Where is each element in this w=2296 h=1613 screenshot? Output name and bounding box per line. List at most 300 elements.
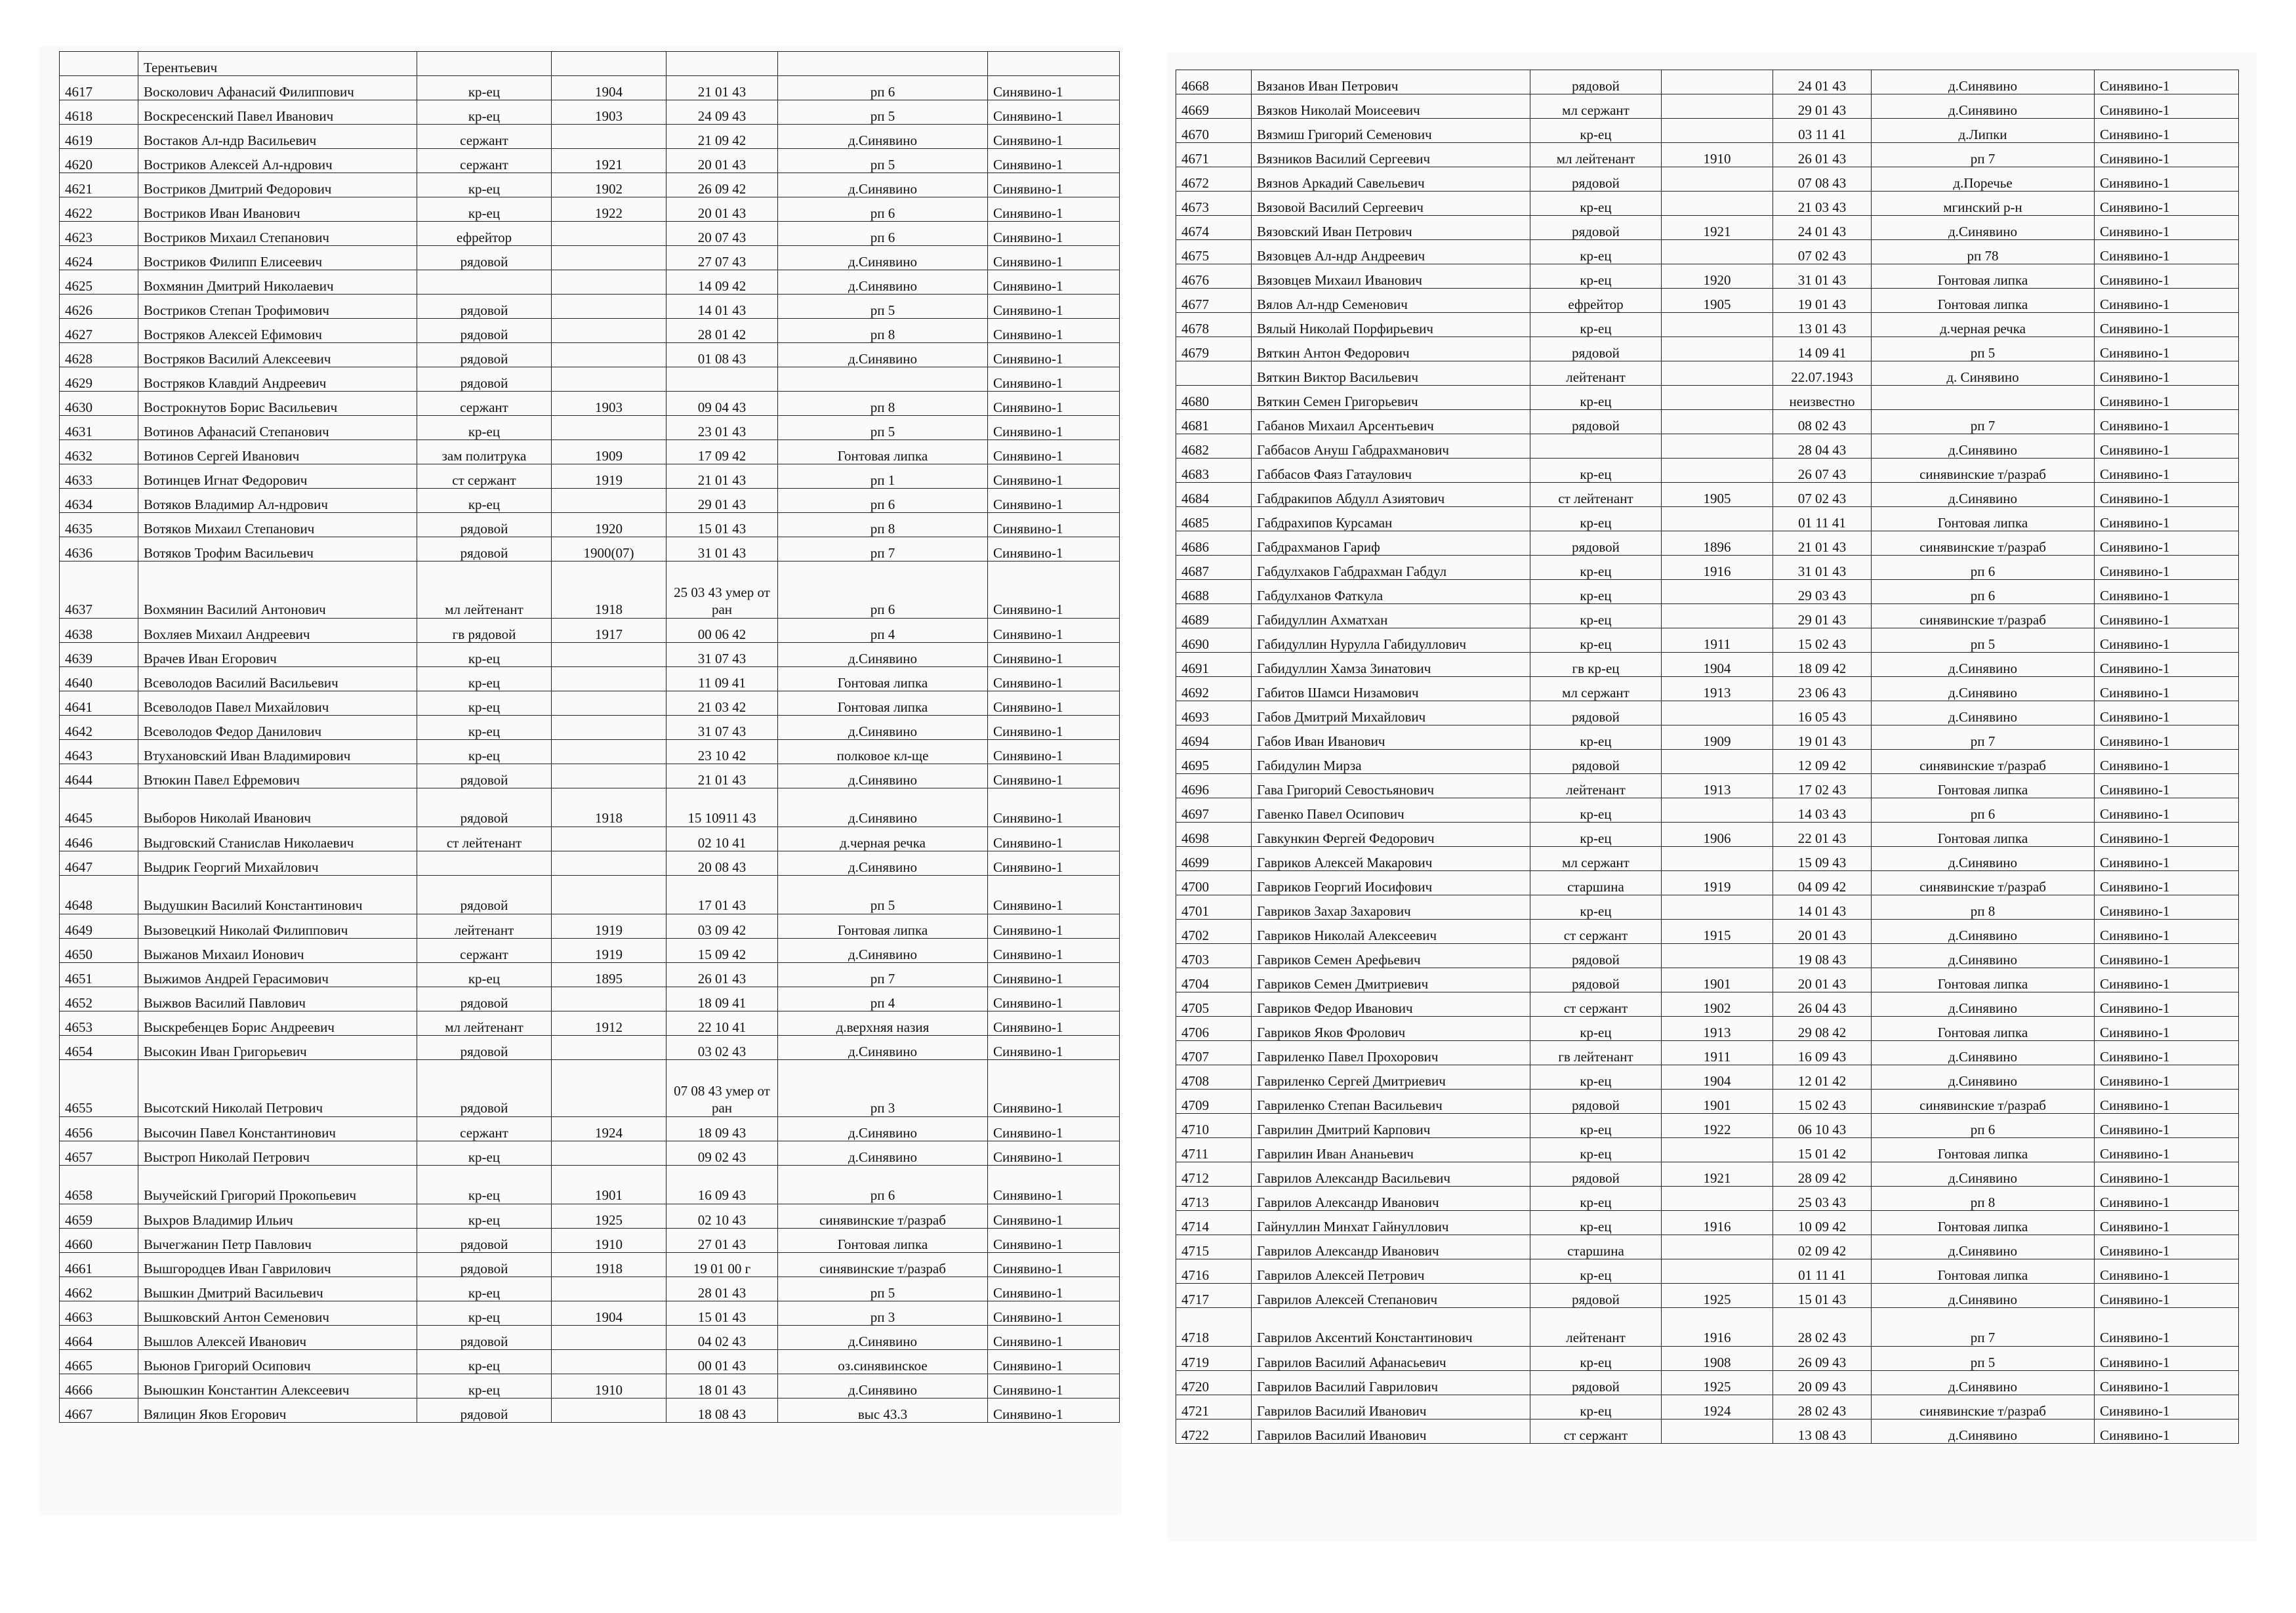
death-date-cell: неизвестно [1773, 386, 1872, 410]
table-row [1176, 847, 2239, 871]
birth-year-cell: 1918 [552, 561, 666, 619]
birth-year-cell: 1919 [552, 939, 666, 963]
table-row [60, 1326, 1120, 1350]
burial-place-cell: синявинские т/разраб [1872, 871, 2095, 895]
number-cell: 4651 [60, 963, 138, 987]
cemetery-cell: Синявино-1 [988, 788, 1120, 827]
number-cell: 4662 [60, 1277, 138, 1301]
table-row [1176, 823, 2239, 847]
name-cell: Вотинцев Игнат Федорович [138, 464, 417, 489]
table-row [60, 392, 1120, 416]
burial-place-cell: Гонтовая липка [1872, 823, 2095, 847]
death-date-cell: 15 09 43 [1773, 847, 1872, 871]
table-row [60, 561, 1120, 619]
cemetery-cell: Синявино-1 [2095, 1259, 2239, 1284]
birth-year-cell [552, 222, 666, 246]
birth-year-cell: 1909 [552, 440, 666, 464]
table-row [60, 939, 1120, 963]
number-cell: 4634 [60, 489, 138, 513]
number-cell: 4657 [60, 1141, 138, 1166]
name-cell: Гавриков Захар Захарович [1252, 895, 1530, 920]
birth-year-cell: 1922 [1662, 1114, 1773, 1138]
rank-cell: старшина [1530, 1235, 1662, 1259]
cemetery-cell: Синявино-1 [988, 246, 1120, 270]
number-cell: 4698 [1176, 823, 1252, 847]
birth-year-cell: 1925 [1662, 1284, 1773, 1308]
number-cell: 4620 [60, 149, 138, 173]
rank-cell: рядовой [1530, 70, 1662, 94]
table-row [1176, 1235, 2239, 1259]
birth-year-cell [552, 851, 666, 876]
death-date-cell: 01 08 43 [666, 343, 778, 367]
death-date-cell [666, 367, 778, 392]
death-date-cell: 00 06 42 [666, 619, 778, 643]
death-date-cell: 15 10911 43 [666, 788, 778, 827]
burial-place-cell: рп 6 [1872, 580, 2095, 604]
burial-place-cell: д.Синявино [778, 270, 988, 295]
death-date-cell: 31 07 43 [666, 643, 778, 667]
table-row [60, 1374, 1120, 1399]
rank-cell: лейтенант [1530, 361, 1662, 386]
table-row [60, 464, 1120, 489]
table-row [60, 319, 1120, 343]
rank-cell: кр-ец [417, 716, 552, 740]
cemetery-cell: Синявино-1 [988, 222, 1120, 246]
name-cell: Гаврилин Иван Ананьевич [1252, 1138, 1530, 1162]
cemetery-cell: Синявино-1 [2095, 1187, 2239, 1211]
rank-cell: кр-ец [417, 100, 552, 125]
number-cell: 4619 [60, 125, 138, 149]
number-cell: 4697 [1176, 798, 1252, 823]
rank-cell: рядовой [417, 1229, 552, 1253]
number-cell: 4645 [60, 788, 138, 827]
birth-year-cell: 1924 [552, 1117, 666, 1141]
name-cell: Востряков Клавдий Андреевич [138, 367, 417, 392]
name-cell: Габидуллин Нурулла Габидуллович [1252, 628, 1530, 653]
table-row [1176, 1017, 2239, 1041]
rank-cell: кр-ец [1530, 192, 1662, 216]
birth-year-cell: 1918 [552, 1253, 666, 1277]
birth-year-cell [1662, 410, 1773, 434]
birth-year-cell: 1904 [552, 1301, 666, 1326]
name-cell: Гаврилов Аксентий Константинович [1252, 1308, 1530, 1347]
table-row [1176, 119, 2239, 143]
table-row [1176, 1284, 2239, 1308]
table-row [1176, 94, 2239, 119]
table-row [60, 1036, 1120, 1060]
birth-year-cell: 1921 [1662, 216, 1773, 240]
rank-cell: кр-ец [1530, 725, 1662, 750]
name-cell: Вышгородцев Иван Гаврилович [138, 1253, 417, 1277]
table-row [1176, 240, 2239, 264]
name-cell: Гавриков Федор Иванович [1252, 992, 1530, 1017]
cemetery-cell: Синявино-1 [2095, 847, 2239, 871]
table-row [60, 691, 1120, 716]
rank-cell: кр-ец [1530, 1065, 1662, 1090]
death-date-cell: 26 01 43 [1773, 143, 1872, 167]
cemetery-cell: Синявино-1 [2095, 507, 2239, 531]
burial-place-cell: д.Синявино [1872, 701, 2095, 725]
rank-cell: кр-ец [1530, 313, 1662, 337]
number-cell: 4655 [60, 1060, 138, 1117]
cemetery-cell: Синявино-1 [2095, 556, 2239, 580]
cemetery-cell: Синявино-1 [988, 987, 1120, 1011]
burial-place-cell: д.Синявино [1872, 920, 2095, 944]
burial-place-cell: д. Синявино [1872, 361, 2095, 386]
death-date-cell: 28 02 43 [1773, 1308, 1872, 1347]
number-cell: 4617 [60, 76, 138, 100]
death-date-cell: 21 03 43 [1773, 192, 1872, 216]
cemetery-cell: Синявино-1 [2095, 483, 2239, 507]
cemetery-cell: Синявино-1 [2095, 70, 2239, 94]
cemetery-cell: Синявино-1 [2095, 701, 2239, 725]
cemetery-cell: Синявино-1 [988, 1204, 1120, 1229]
name-cell: Востриков Алексей Ал-ндрович [138, 149, 417, 173]
rank-cell: кр-ец [1530, 1395, 1662, 1419]
birth-year-cell [552, 1036, 666, 1060]
cemetery-cell: Синявино-1 [988, 1117, 1120, 1141]
birth-year-cell [1662, 386, 1773, 410]
death-date-cell: 21 01 43 [1773, 531, 1872, 556]
rank-cell: кр-ец [1530, 1259, 1662, 1284]
number-cell: 4707 [1176, 1041, 1252, 1065]
death-date-cell: 21 01 43 [666, 764, 778, 788]
birth-year-cell: 1920 [552, 513, 666, 537]
rank-cell: ст сержант [1530, 920, 1662, 944]
rank-cell: кр-ец [1530, 459, 1662, 483]
number-cell: 4663 [60, 1301, 138, 1326]
number-cell: 4673 [1176, 192, 1252, 216]
death-date-cell: 00 01 43 [666, 1350, 778, 1374]
left-page [39, 46, 1122, 1515]
name-cell: Выжимов Андрей Герасимович [138, 963, 417, 987]
birth-year-cell [1662, 240, 1773, 264]
table-row [60, 52, 1120, 76]
burial-place-cell: д.Синявино [1872, 1162, 2095, 1187]
name-cell: Габидулин Мирза [1252, 750, 1530, 774]
death-date-cell: 26 01 43 [666, 963, 778, 987]
burial-place-cell: д.Синявино [1872, 1041, 2095, 1065]
rank-cell: кр-ец [417, 963, 552, 987]
number-cell: 4689 [1176, 604, 1252, 628]
name-cell: Гайнуллин Минхат Гайнуллович [1252, 1211, 1530, 1235]
number-cell: 4650 [60, 939, 138, 963]
table-row [60, 1399, 1120, 1423]
cemetery-cell: Синявино-1 [2095, 1308, 2239, 1347]
name-cell: Втюкин Павел Ефремович [138, 764, 417, 788]
birth-year-cell [552, 489, 666, 513]
name-cell: Гавриков Семен Арефьевич [1252, 944, 1530, 968]
rank-cell: ст сержант [1530, 1419, 1662, 1444]
table-row [1176, 337, 2239, 361]
name-cell: Гаврилин Дмитрий Карпович [1252, 1114, 1530, 1138]
cemetery-cell: Синявино-1 [2095, 143, 2239, 167]
death-date-cell: 23 10 42 [666, 740, 778, 764]
name-cell: Гавенко Павел Осипович [1252, 798, 1530, 823]
rank-cell: рядовой [417, 764, 552, 788]
burial-place-cell: д.Синявино [778, 246, 988, 270]
birth-year-cell [1662, 313, 1773, 337]
table-row [1176, 1114, 2239, 1138]
number-cell: 4659 [60, 1204, 138, 1229]
death-date-cell: 26 04 43 [1773, 992, 1872, 1017]
name-cell: Вызовецкий Николай Филиппович [138, 914, 417, 939]
table-row [1176, 628, 2239, 653]
rank-cell: гв рядовой [417, 619, 552, 643]
cemetery-cell: Синявино-1 [2095, 944, 2239, 968]
death-date-cell: 29 01 43 [666, 489, 778, 513]
name-cell: Выжанов Михаил Ионович [138, 939, 417, 963]
number-cell: 4666 [60, 1374, 138, 1399]
table-row [1176, 677, 2239, 701]
rank-cell: кр-ец [1530, 1187, 1662, 1211]
cemetery-cell: Синявино-1 [2095, 1235, 2239, 1259]
number-cell: 4702 [1176, 920, 1252, 944]
table-row [1176, 459, 2239, 483]
cemetery-cell: Синявино-1 [988, 1399, 1120, 1423]
rank-cell: рядовой [417, 295, 552, 319]
table-row [60, 1229, 1120, 1253]
cemetery-cell: Синявино-1 [2095, 1114, 2239, 1138]
death-date-cell: 02 09 42 [1773, 1235, 1872, 1259]
rank-cell: кр-ец [417, 667, 552, 691]
death-date-cell: 23 06 43 [1773, 677, 1872, 701]
name-cell: Вохмянин Дмитрий Николаевич [138, 270, 417, 295]
number-cell: 4652 [60, 987, 138, 1011]
name-cell: Габидуллин Хамза Зинатович [1252, 653, 1530, 677]
birth-year-cell: 1921 [552, 149, 666, 173]
birth-year-cell: 1913 [1662, 1017, 1773, 1041]
burial-place-cell: рп 5 [1872, 628, 2095, 653]
burial-place-cell: синявинские т/разраб [1872, 750, 2095, 774]
name-cell: Втухановский Иван Владимирович [138, 740, 417, 764]
name-cell: Габов Дмитрий Михайлович [1252, 701, 1530, 725]
table-row [1176, 361, 2239, 386]
number-cell: 4672 [1176, 167, 1252, 192]
death-date-cell: 03 02 43 [666, 1036, 778, 1060]
name-cell: Востаков Ал-ндр Васильевич [138, 125, 417, 149]
table-row [1176, 216, 2239, 240]
birth-year-cell: 1915 [1662, 920, 1773, 944]
rank-cell: кр-ец [1530, 240, 1662, 264]
number-cell: 4706 [1176, 1017, 1252, 1041]
rank-cell: кр-ец [417, 489, 552, 513]
name-cell: Вотинов Сергей Иванович [138, 440, 417, 464]
death-date-cell: 29 08 42 [1773, 1017, 1872, 1041]
number-cell: 4640 [60, 667, 138, 691]
birth-year-cell [552, 716, 666, 740]
number-cell: 4718 [1176, 1308, 1252, 1347]
name-cell: Востриков Дмитрий Федорович [138, 173, 417, 197]
name-cell: Выжвов Василий Павлович [138, 987, 417, 1011]
burial-place-cell: д.Синявино [1872, 1419, 2095, 1444]
table-row [60, 1204, 1120, 1229]
name-cell: Гавриленко Павел Прохорович [1252, 1041, 1530, 1065]
name-cell: Высотский Николай Петрович [138, 1060, 417, 1117]
death-date-cell: 22 01 43 [1773, 823, 1872, 847]
birth-year-cell [1662, 701, 1773, 725]
table-row [1176, 531, 2239, 556]
name-cell: Всеволодов Федор Данилович [138, 716, 417, 740]
burial-place-cell: Гонтовая липка [778, 667, 988, 691]
rank-cell: рядовой [417, 537, 552, 561]
number-cell: 4711 [1176, 1138, 1252, 1162]
death-date-cell: 14 09 41 [1773, 337, 1872, 361]
rank-cell: мл лейтенант [1530, 143, 1662, 167]
birth-year-cell: 1900(07) [552, 537, 666, 561]
burial-place-cell: рп 5 [778, 876, 988, 914]
death-date-cell: 15 01 43 [666, 1301, 778, 1326]
cemetery-cell [988, 52, 1120, 76]
burial-place-cell: д.Синявино [1872, 483, 2095, 507]
name-cell: Вохляев Михаил Андреевич [138, 619, 417, 643]
rank-cell: рядовой [417, 1399, 552, 1423]
name-cell: Гавриленко Сергей Дмитриевич [1252, 1065, 1530, 1090]
number-cell: 4700 [1176, 871, 1252, 895]
number-cell: 4636 [60, 537, 138, 561]
birth-year-cell [552, 1326, 666, 1350]
table-row [60, 851, 1120, 876]
burial-place-cell: рп 6 [778, 197, 988, 222]
birth-year-cell [552, 876, 666, 914]
burial-place-cell: рп 5 [1872, 337, 2095, 361]
table-row [60, 764, 1120, 788]
number-cell: 4629 [60, 367, 138, 392]
cemetery-cell: Синявино-1 [2095, 192, 2239, 216]
death-date-cell: 25 03 43 [1773, 1187, 1872, 1211]
number-cell: 4684 [1176, 483, 1252, 507]
name-cell: Гаврилов Александр Иванович [1252, 1235, 1530, 1259]
birth-year-cell: 1916 [1662, 1308, 1773, 1347]
death-date-cell: 25 03 43 умер от ран [666, 561, 778, 619]
birth-year-cell: 1921 [1662, 1162, 1773, 1187]
number-cell: 4646 [60, 827, 138, 851]
number-cell: 4705 [1176, 992, 1252, 1017]
number-cell: 4683 [1176, 459, 1252, 483]
rank-cell: мл лейтенант [417, 1011, 552, 1036]
cemetery-cell: Синявино-1 [988, 319, 1120, 343]
number-cell: 4716 [1176, 1259, 1252, 1284]
cemetery-cell: Синявино-1 [988, 667, 1120, 691]
death-date-cell: 28 01 42 [666, 319, 778, 343]
rank-cell: кр-ец [417, 643, 552, 667]
burial-place-cell: д.Синявино [778, 1326, 988, 1350]
death-date-cell: 09 02 43 [666, 1141, 778, 1166]
name-cell: Вялов Ал-ндр Семенович [1252, 289, 1530, 313]
cemetery-cell: Синявино-1 [988, 440, 1120, 464]
number-cell: 4719 [1176, 1347, 1252, 1371]
number-cell: 4658 [60, 1166, 138, 1204]
cemetery-cell: Синявино-1 [2095, 1284, 2239, 1308]
rank-cell: ст сержант [417, 464, 552, 489]
burial-place-cell: рп 5 [778, 295, 988, 319]
death-date-cell: 15 01 42 [1773, 1138, 1872, 1162]
burial-place-cell: рп 5 [778, 416, 988, 440]
cemetery-cell: Синявино-1 [988, 1301, 1120, 1326]
table-row [1176, 143, 2239, 167]
cemetery-cell: Синявино-1 [988, 149, 1120, 173]
rank-cell: старшина [1530, 871, 1662, 895]
birth-year-cell [1662, 459, 1773, 483]
number-cell: 4680 [1176, 386, 1252, 410]
name-cell: Габдрахманов Гариф [1252, 531, 1530, 556]
table-row [1176, 70, 2239, 94]
burial-place-cell: рп 8 [1872, 1187, 2095, 1211]
table-row [60, 1117, 1120, 1141]
rank-cell: рядовой [417, 1060, 552, 1117]
death-date-cell: 01 11 41 [1773, 507, 1872, 531]
burial-place-cell: д.Синявино [778, 643, 988, 667]
birth-year-cell: 1903 [552, 100, 666, 125]
burial-place-cell: Гонтовая липка [1872, 1138, 2095, 1162]
table-row [60, 343, 1120, 367]
table-row [1176, 604, 2239, 628]
name-cell: Востриков Филипп Елисеевич [138, 246, 417, 270]
rank-cell: кр-ец [1530, 580, 1662, 604]
name-cell: Вязовцев Михаил Иванович [1252, 264, 1530, 289]
rank-cell: кр-ец [1530, 119, 1662, 143]
cemetery-cell: Синявино-1 [2095, 992, 2239, 1017]
name-cell: Гавриков Яков Фролович [1252, 1017, 1530, 1041]
cemetery-cell: Синявино-1 [2095, 1419, 2239, 1444]
name-cell: Гавриков Семен Дмитриевич [1252, 968, 1530, 992]
rank-cell [417, 52, 552, 76]
rank-cell: гв лейтенант [1530, 1041, 1662, 1065]
birth-year-cell: 1911 [1662, 1041, 1773, 1065]
rank-cell: кр-ец [1530, 264, 1662, 289]
name-cell: Вязовой Василий Сергеевич [1252, 192, 1530, 216]
birth-year-cell [552, 1060, 666, 1117]
number-cell: 4639 [60, 643, 138, 667]
table-row [60, 1277, 1120, 1301]
table-row [1176, 1162, 2239, 1187]
birth-year-cell: 1918 [552, 788, 666, 827]
cemetery-cell: Синявино-1 [988, 464, 1120, 489]
table-row [60, 295, 1120, 319]
birth-year-cell [1662, 337, 1773, 361]
death-date-cell: 14 01 43 [1773, 895, 1872, 920]
death-date-cell: 18 09 43 [666, 1117, 778, 1141]
number-cell: 4647 [60, 851, 138, 876]
birth-year-cell: 1905 [1662, 483, 1773, 507]
table-row [1176, 1187, 2239, 1211]
cemetery-cell: Синявино-1 [988, 197, 1120, 222]
burial-place-cell: рп 7 [1872, 143, 2095, 167]
table-row [1176, 1347, 2239, 1371]
number-cell: 4624 [60, 246, 138, 270]
rank-cell: сержант [417, 392, 552, 416]
number-cell: 4674 [1176, 216, 1252, 240]
cemetery-cell: Синявино-1 [988, 1011, 1120, 1036]
cemetery-cell: Синявино-1 [2095, 774, 2239, 798]
number-cell: 4678 [1176, 313, 1252, 337]
burial-place-cell: рп 6 [778, 76, 988, 100]
cemetery-cell: Синявино-1 [988, 851, 1120, 876]
table-row [60, 987, 1120, 1011]
number-cell: 4635 [60, 513, 138, 537]
name-cell: Гаврилов Алексей Степанович [1252, 1284, 1530, 1308]
cemetery-cell: Синявино-1 [988, 537, 1120, 561]
burial-place-cell: синявинские т/разраб [1872, 531, 2095, 556]
table-row [1176, 1065, 2239, 1090]
birth-year-cell: 1902 [1662, 992, 1773, 1017]
rank-cell: рядовой [417, 788, 552, 827]
cemetery-cell: Синявино-1 [988, 939, 1120, 963]
cemetery-cell: Синявино-1 [988, 1036, 1120, 1060]
cemetery-cell: Синявино-1 [2095, 653, 2239, 677]
rank-cell: ст лейтенант [417, 827, 552, 851]
cemetery-cell: Синявино-1 [988, 619, 1120, 643]
